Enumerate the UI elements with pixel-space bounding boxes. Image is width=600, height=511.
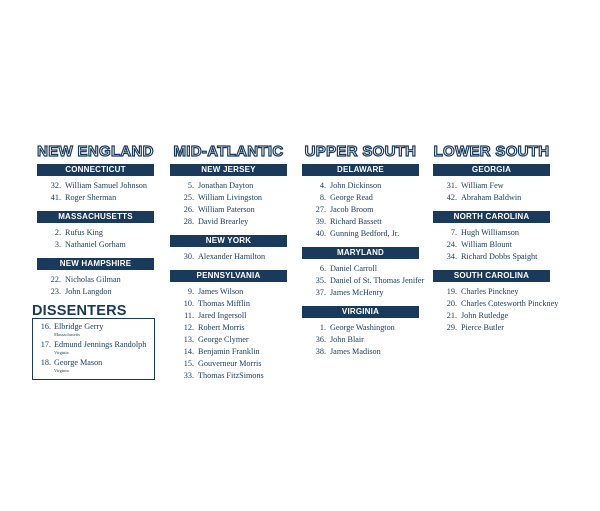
signer-row: 11. Jared Ingersoll: [184, 311, 247, 320]
signer-row: 29. Pierce Butler: [446, 323, 504, 332]
signer-row: 39. Richard Bassett: [315, 217, 382, 226]
state-header-new-york: NEW YORK: [170, 235, 287, 247]
dissenter-state: Virginia: [54, 368, 69, 373]
region-heading: MID-ATLANTIC: [173, 143, 284, 160]
signer-row: 4. John Dickinson: [319, 181, 382, 190]
state-header-virginia: VIRGINIA: [302, 306, 419, 318]
signer-row: 13. George Clymer: [183, 335, 249, 344]
dissenter-row: 16. Elbridge Gerry: [40, 322, 104, 331]
state-header-new-hampshire: NEW HAMPSHIRE: [37, 258, 154, 270]
signer-row: 27. Jacob Broom: [315, 205, 374, 214]
signer-row: 33. Thomas FitzSimons: [183, 371, 264, 380]
dissenter-row: 18. George Mason: [40, 358, 103, 367]
dissenters-box: [32, 318, 155, 380]
signer-row: 31. William Few: [446, 181, 504, 190]
signer-row: 20. Charles Cotesworth Pinckney: [446, 299, 559, 308]
signer-row: 8. George Read: [319, 193, 373, 202]
signer-row: 40. Gunning Bedford, Jr.: [315, 229, 400, 238]
signer-row: 35. Daniel of St. Thomas Jenifer: [315, 276, 425, 285]
signer-row: 36. John Blair: [315, 335, 364, 344]
state-header-pennsylvania: PENNSYLVANIA: [170, 270, 287, 282]
signer-row: 5. Jonathan Dayton: [187, 181, 254, 190]
dissenter-state: Virginia: [54, 350, 69, 355]
signer-row: 26. William Paterson: [183, 205, 255, 214]
region-heading: NEW ENGLAND: [37, 143, 154, 160]
signer-row: 34. Richard Dobbs Spaight: [446, 252, 538, 261]
state-header-north-carolina: NORTH CAROLINA: [433, 211, 550, 223]
signer-row: 41. Roger Sherman: [50, 193, 117, 202]
signer-row: 22. Nicholas Gilman: [50, 275, 121, 284]
signer-row: 38. James Madison: [315, 347, 381, 356]
signer-row: 23. John Langdon: [50, 287, 112, 296]
signer-row: 25. William Livingston: [183, 193, 263, 202]
state-header-new-jersey: NEW JERSEY: [170, 164, 287, 176]
state-header-south-carolina: SOUTH CAROLINA: [433, 270, 550, 282]
signer-row: 37. James McHenry: [315, 288, 384, 297]
region-heading: UPPER SOUTH: [304, 143, 417, 160]
state-header-massachusetts: MASSACHUSETTS: [37, 211, 154, 223]
column-lower-south: [433, 143, 559, 334]
state-header-georgia: GEORGIA: [433, 164, 550, 176]
signer-row: 15. Gouverneur Morris: [183, 359, 262, 368]
signer-row: 1. George Washington: [319, 323, 395, 332]
dissenter-state: Massachusetts: [54, 332, 80, 337]
signer-row: 28. David Brearley: [183, 217, 249, 226]
state-header-connecticut: CONNECTICUT: [37, 164, 154, 176]
signer-row: 9. James Wilson: [187, 287, 244, 296]
signer-row: 6. Daniel Carroll: [319, 264, 378, 273]
signer-row: 14. Benjamin Franklin: [183, 347, 260, 356]
signer-row: 19. Charles Pinckney: [446, 287, 519, 296]
signer-row: 7. Hugh Williamson: [450, 228, 519, 237]
dissenters-heading: DISSENTERS: [32, 303, 127, 319]
signer-row: 3. Nathaniel Gorham: [54, 240, 126, 249]
region-heading: LOWER SOUTH: [433, 143, 550, 160]
state-header-delaware: DELAWARE: [302, 164, 419, 176]
signer-row: 12. Robert Morris: [183, 323, 245, 332]
state-header-maryland: MARYLAND: [302, 247, 419, 259]
signer-row: 32. William Samuel Johnson: [50, 181, 147, 190]
column-new-england: [37, 143, 154, 298]
signer-row: 2. Rufus King: [54, 228, 103, 237]
signer-row: 30. Alexander Hamilton: [183, 252, 266, 261]
column-upper-south: [302, 143, 425, 358]
signer-row: 21. John Rutledge: [446, 311, 509, 320]
signer-row: 24. William Blount: [446, 240, 512, 249]
column-mid-atlantic: [170, 143, 287, 382]
signer-row: 10. Thomas Mifflin: [183, 299, 250, 308]
dissenter-row: 17. Edmund Jennings Randolph: [40, 340, 147, 349]
signer-row: 42. Abraham Baldwin: [446, 193, 522, 202]
